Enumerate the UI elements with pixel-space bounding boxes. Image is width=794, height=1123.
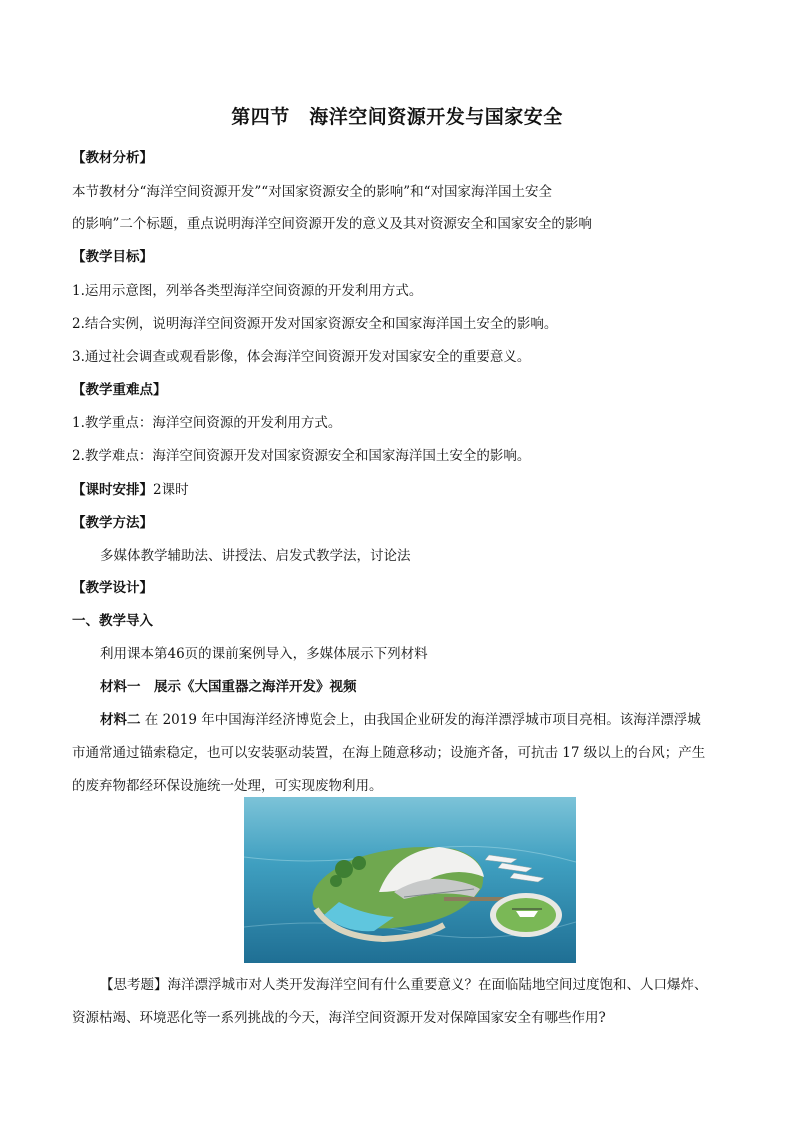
material-2-line-1 xyxy=(100,708,760,728)
section-heading-key: 【教学重难点】 xyxy=(72,382,167,398)
material-2-line-2: 市通常通过锚索稳定，也可以安装驱动装置，在海上随意移动；设施齐备，可抗击 17 级以上的台风；产生 xyxy=(72,745,706,761)
think-question-line-1: 【思考题】海洋漂浮城市对人类开发海洋空间有什么重要意义？在面临陆地空间过度饱和、人口爆炸、 xyxy=(100,977,708,993)
page-title: 第四节 海洋空间资源开发与国家安全 xyxy=(231,106,563,128)
section-heading-goals: 【教学目标】 xyxy=(72,249,153,265)
section-heading-analysis: 【教材分析】 xyxy=(72,150,153,166)
section-heading-method: 【教学方法】 xyxy=(72,515,153,531)
material-2-label: 材料二 xyxy=(100,712,141,728)
key-point-1: 1.教学重点：海洋空间资源的开发利用方式。 xyxy=(72,415,342,431)
schedule-line xyxy=(72,478,732,498)
method-text: 多媒体教学辅助法、讲授法、启发式教学法，讨论法 xyxy=(100,548,411,564)
goal-3: 3.通过社会调查或观看影像，体会海洋空间资源开发对国家安全的重要意义。 xyxy=(72,349,531,365)
goal-1: 1.运用示意图，列举各类型海洋空间资源的开发利用方式。 xyxy=(72,283,423,299)
section-heading-design: 【教学设计】 xyxy=(72,580,153,596)
material-1: 材料一 展示《大国重器之海洋开发》视频 xyxy=(100,679,357,695)
goal-2: 2.结合实例，说明海洋空间资源开发对国家资源安全和国家海洋国土安全的影响。 xyxy=(72,316,558,332)
think-question-line-2: 资源枯竭、环境恶化等一系列挑战的今天，海洋空间资源开发对保障国家安全有哪些作用? xyxy=(72,1010,606,1026)
analysis-line-2: 的影响”二个标题，重点说明海洋空间资源开发的意义及其对资源安全和国家安全的影响 xyxy=(72,216,592,232)
floating-city-image xyxy=(244,797,576,963)
schedule-value: 2课时 xyxy=(153,482,189,498)
material-2-line-3: 的废弃物都经环保设施统一处理，可实现废物利用。 xyxy=(72,778,383,794)
analysis-line-1: 本节教材分“海洋空间资源开发”“对国家资源安全的影响”和“对国家海洋国土安全 xyxy=(72,184,553,200)
intro-text: 利用课本第46页的课前案例导入，多媒体展示下列材料 xyxy=(100,646,428,662)
section-heading-schedule: 【课时安排】 xyxy=(72,482,153,498)
key-point-2: 2.教学难点：海洋空间资源开发对国家资源安全和国家海洋国土安全的影响。 xyxy=(72,448,531,464)
floating-city-illustration xyxy=(244,797,576,963)
intro-heading: 一、教学导入 xyxy=(72,613,153,629)
material-2-text: 在 2019 年中国海洋经济博览会上，由我国企业研发的海洋漂浮城市项目亮相。该海洋漂浮城 xyxy=(140,712,701,728)
